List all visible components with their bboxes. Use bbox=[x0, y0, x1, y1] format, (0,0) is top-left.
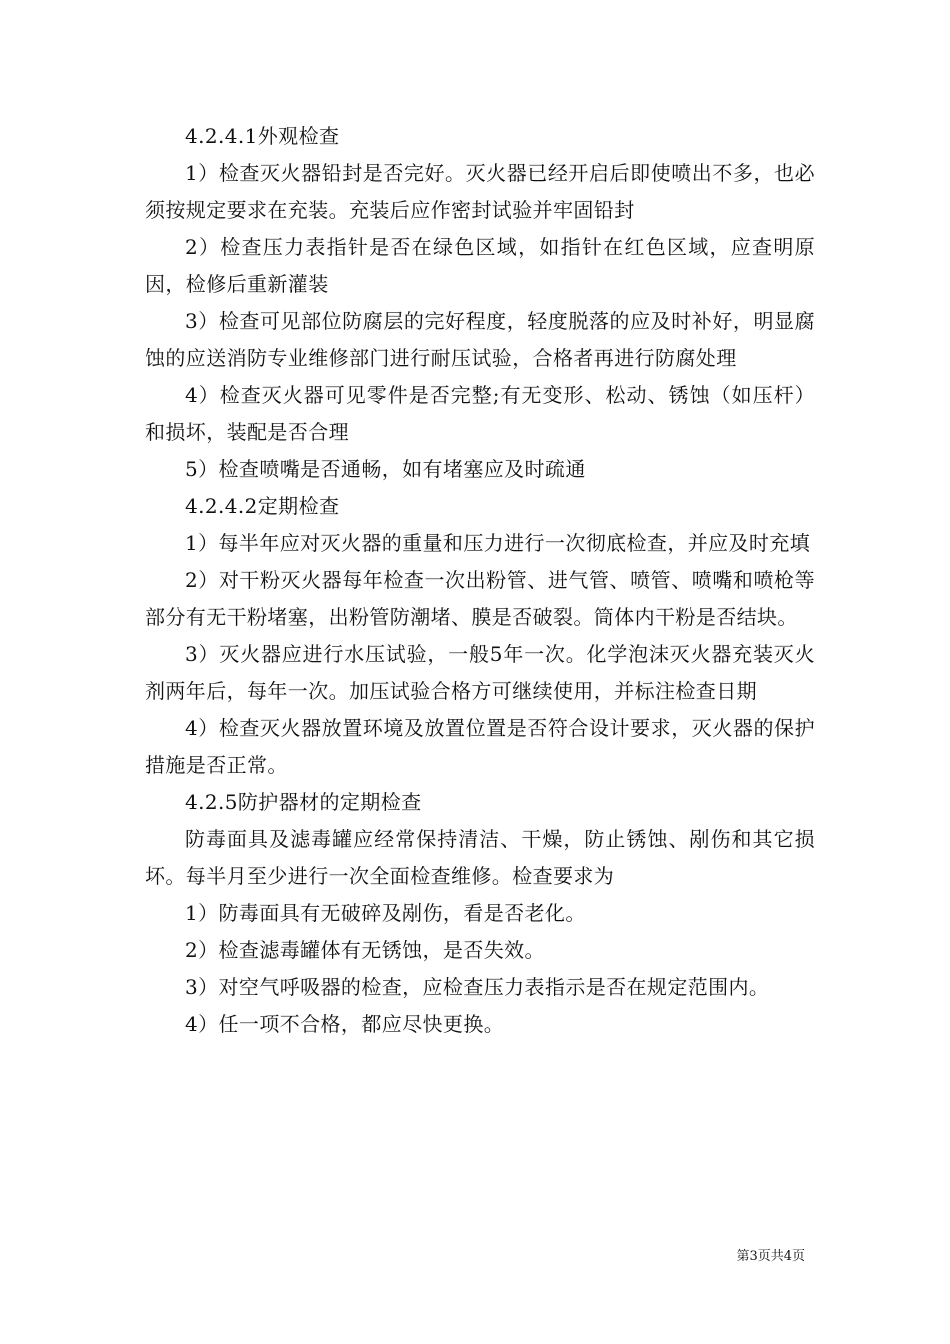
section-heading: 4.2.5防护器材的定期检查 bbox=[185, 790, 422, 814]
section-heading: 4.2.4.1外观检查 bbox=[185, 124, 340, 148]
paragraph: 防毒面具及滤毒罐应经常保持清洁、干燥，防止锈蚀、剐伤和其它损坏。每半月至少进行一次全面检查维修。检查要求为 bbox=[145, 827, 815, 888]
paragraph: 3）灭火器应进行水压试验，一般5年一次。化学泡沫灭火器充装灭火剂两年后，每年一次。加压试验合格方可继续使用，并标注检查日期 bbox=[145, 642, 815, 703]
paragraph: 1）每半年应对灭火器的重量和压力进行一次彻底检查，并应及时充填 bbox=[185, 531, 811, 555]
paragraph: 1）防毒面具有无破碎及剐伤，看是否老化。 bbox=[185, 901, 586, 925]
paragraph: 3）对空气呼吸器的检查，应检查压力表指示是否在规定范围内。 bbox=[185, 975, 770, 999]
section-heading: 4.2.4.2定期检查 bbox=[185, 494, 340, 518]
paragraph: 2）检查滤毒罐体有无锈蚀，是否失效。 bbox=[185, 938, 545, 962]
paragraph: 1）检查灭火器铅封是否完好。灭火器已经开启后即使喷出不多，也必须按规定要求在充装。充装后应作密封试验并牢固铅封 bbox=[145, 161, 815, 222]
paragraph: 5）检查喷嘴是否通畅，如有堵塞应及时疏通 bbox=[185, 457, 586, 481]
document-body bbox=[145, 118, 815, 1043]
paragraph: 3）检查可见部位防腐层的完好程度，轻度脱落的应及时补好，明显腐蚀的应送消防专业维修部门进行耐压试验，合格者再进行防腐处理 bbox=[145, 309, 815, 370]
paragraph: 4）检查灭火器放置环境及放置位置是否符合设计要求，灭火器的保护措施是否正常。 bbox=[145, 716, 815, 777]
paragraph: 4）检查灭火器可见零件是否完整;有无变形、松动、锈蚀（如压杆）和损坏，装配是否合理 bbox=[145, 383, 815, 444]
paragraph: 2）对干粉灭火器每年检查一次出粉管、进气管、喷管、喷嘴和喷枪等部分有无干粉堵塞，出粉管防潮堵、膜是否破裂。筒体内干粉是否结块。 bbox=[145, 568, 815, 629]
page-number-footer: 第3页共4页 bbox=[736, 1249, 805, 1264]
paragraph: 4）任一项不合格，都应尽快更换。 bbox=[185, 1012, 505, 1036]
paragraph: 2）检查压力表指针是否在绿色区域，如指针在红色区域，应查明原因，检修后重新灌装 bbox=[145, 235, 815, 296]
